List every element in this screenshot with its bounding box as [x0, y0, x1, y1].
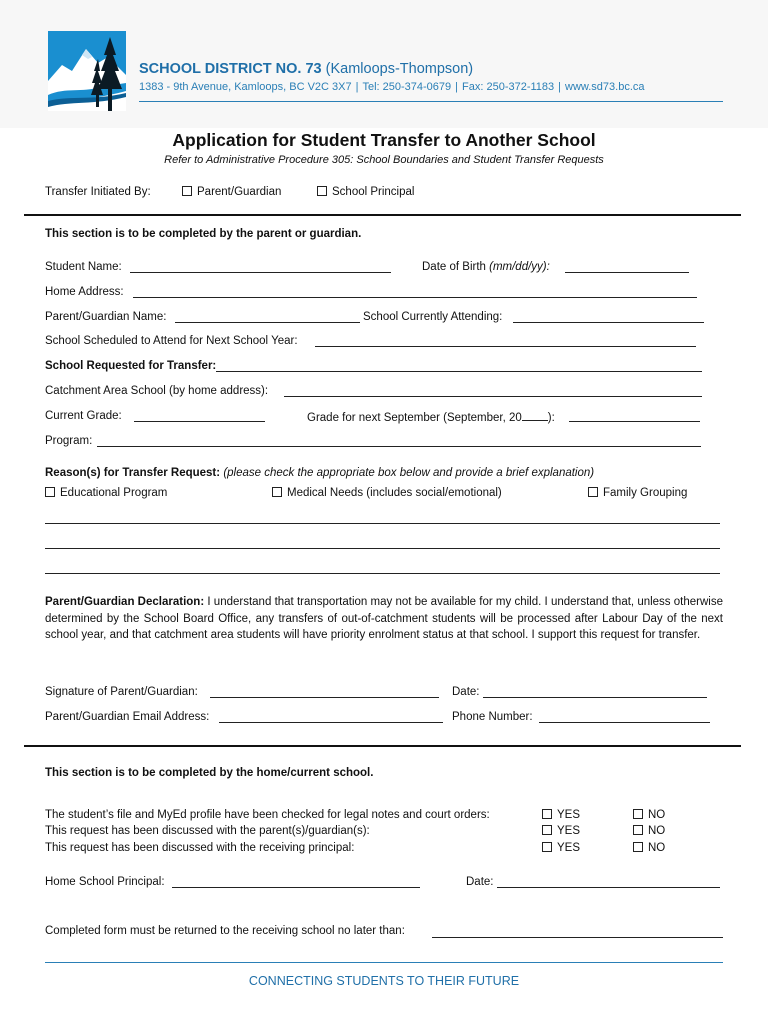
checkbox[interactable] [633, 809, 643, 819]
current-grade-field[interactable] [134, 421, 265, 422]
principal-label: Home School Principal: [45, 876, 165, 888]
section-divider [24, 745, 741, 747]
parent-date-label: Date: [452, 686, 480, 698]
reason-label: Family Grouping [603, 487, 688, 499]
no-label: NO [648, 809, 666, 821]
program-field[interactable] [97, 446, 701, 447]
yes-label: YES [557, 825, 581, 837]
school-section-heading: This section is to be completed by the home/current school. [45, 767, 374, 779]
district-name: SCHOOL DISTRICT NO. 73 [139, 61, 322, 77]
no-option-2[interactable] [633, 825, 665, 837]
requested-school-label: School Requested for Transfer: [45, 360, 217, 372]
no-option-1[interactable] [633, 809, 665, 821]
dob-format: (mm/dd/yy): [489, 261, 550, 273]
initiated-parent-option[interactable] [182, 186, 281, 198]
initiated-by-label: Transfer Initiated By: [45, 186, 151, 198]
reason-family[interactable] [588, 487, 687, 499]
next-school-field[interactable] [315, 346, 696, 347]
current-school-label: School Currently Attending: [363, 311, 503, 323]
declaration-paragraph [45, 594, 723, 644]
program-label: Program: [45, 435, 93, 447]
catchment-label: Catchment Area School (by home address): [45, 385, 269, 397]
phone-label: Phone Number: [452, 711, 533, 723]
catchment-field[interactable] [284, 396, 702, 397]
email-field[interactable] [219, 722, 443, 723]
explanation-line-3[interactable] [45, 573, 720, 574]
yes-label: YES [557, 809, 581, 821]
reasons-heading [45, 467, 594, 479]
principal-field[interactable] [172, 887, 420, 888]
current-school-field[interactable] [513, 322, 704, 323]
parent-name-label: Parent/Guardian Name: [45, 311, 167, 323]
declaration-text: I understand that transportation may not be available for my child. I understand that, unless otherwise determined by the School Board Office, any transfers of out-of-catchment students will be processed after Labour Day of the next school year, and that catchment area students will have priority enrolment status at that school. I support this request for transfer. [45, 596, 723, 641]
requested-school-field[interactable] [216, 371, 702, 372]
contact-line [139, 81, 645, 93]
next-grade-label: Grade for next September (September, 20 [307, 412, 522, 424]
separator: | [355, 81, 359, 93]
check-question-2: This request has been discussed with the parent(s)/guardian(s): [45, 825, 370, 837]
checkbox[interactable] [182, 186, 192, 196]
checkbox[interactable] [588, 487, 598, 497]
yes-option-2[interactable] [542, 825, 580, 837]
student-name-label: Student Name: [45, 261, 122, 273]
declaration-label: Parent/Guardian Declaration: [45, 596, 205, 608]
header-rule [139, 101, 723, 102]
initiated-principal-option[interactable] [317, 186, 414, 198]
reasons-label: Reason(s) for Transfer Request: [45, 467, 221, 479]
student-name-field[interactable] [130, 272, 391, 273]
form-title: Application for Student Transfer to Another School [172, 130, 596, 150]
checkbox[interactable] [542, 842, 552, 852]
no-option-3[interactable] [633, 842, 665, 854]
next-grade-label-end: ): [547, 412, 555, 424]
separator: | [558, 81, 562, 93]
footer-slogan: CONNECTING STUDENTS TO THEIR FUTURE [248, 974, 520, 988]
reason-label: Medical Needs (includes social/emotional) [287, 487, 502, 499]
district-area: (Kamloops-Thompson) [325, 61, 474, 77]
parent-name-field[interactable] [175, 322, 360, 323]
home-address-label: Home Address: [45, 286, 124, 298]
return-deadline-label: Completed form must be returned to the receiving school no later than: [45, 925, 405, 937]
checkbox[interactable] [633, 842, 643, 852]
footer-rule [45, 962, 723, 963]
home-address-field[interactable] [133, 297, 697, 298]
checkbox[interactable] [317, 186, 327, 196]
explanation-line-1[interactable] [45, 523, 720, 524]
parent-date-field[interactable] [483, 697, 707, 698]
form-subtitle: Refer to Administrative Procedure 305: School Boundaries and Student Transfer Requests [164, 154, 604, 166]
checkbox[interactable] [272, 487, 282, 497]
yes-option-3[interactable] [542, 842, 580, 854]
explanation-line-2[interactable] [45, 548, 720, 549]
district-logo-icon [48, 31, 126, 111]
return-deadline-field[interactable] [432, 937, 723, 938]
email-label: Parent/Guardian Email Address: [45, 711, 210, 723]
separator: | [455, 81, 459, 93]
no-label: NO [648, 842, 666, 854]
checkbox[interactable] [45, 487, 55, 497]
yes-label: YES [557, 842, 581, 854]
dob-label: Date of Birth [422, 261, 486, 273]
section-divider [24, 214, 741, 216]
option-label: School Principal [332, 186, 415, 198]
reason-medical[interactable] [272, 487, 502, 499]
signature-field[interactable] [210, 697, 439, 698]
phone-field[interactable] [539, 722, 710, 723]
year-field[interactable] [522, 410, 548, 421]
current-grade-label: Current Grade: [45, 410, 122, 422]
checkbox[interactable] [633, 825, 643, 835]
checkbox[interactable] [542, 825, 552, 835]
signature-label: Signature of Parent/Guardian: [45, 686, 198, 698]
check-question-3: This request has been discussed with the receiving principal: [45, 842, 355, 854]
next-school-label: School Scheduled to Attend for Next School Year: [45, 335, 298, 347]
reason-label: Educational Program [60, 487, 168, 499]
parent-section-heading: This section is to be completed by the parent or guardian. [45, 228, 362, 240]
dob-label-group [422, 261, 550, 273]
yes-option-1[interactable] [542, 809, 580, 821]
option-label: Parent/Guardian [197, 186, 282, 198]
checkbox[interactable] [542, 809, 552, 819]
district-title [139, 61, 473, 77]
dob-field[interactable] [565, 272, 689, 273]
next-grade-field[interactable] [569, 421, 700, 422]
reason-educational[interactable] [45, 487, 167, 499]
school-date-label: Date: [466, 876, 494, 888]
tel-text: Tel: 250-374-0679 [362, 81, 452, 93]
address-text: 1383 - 9th Avenue, Kamloops, BC V2C 3X7 [139, 81, 352, 93]
reasons-note: (please check the appropriate box below and provide a brief explanation) [223, 467, 595, 479]
school-date-field[interactable] [497, 887, 720, 888]
next-grade-label-group [307, 410, 555, 424]
check-question-1: The student’s file and MyEd profile have been checked for legal notes and court orders: [45, 809, 490, 821]
fax-text: Fax: 250-372-1183 [462, 81, 555, 93]
website-link[interactable]: www.sd73.bc.ca [565, 81, 645, 93]
no-label: NO [648, 825, 666, 837]
